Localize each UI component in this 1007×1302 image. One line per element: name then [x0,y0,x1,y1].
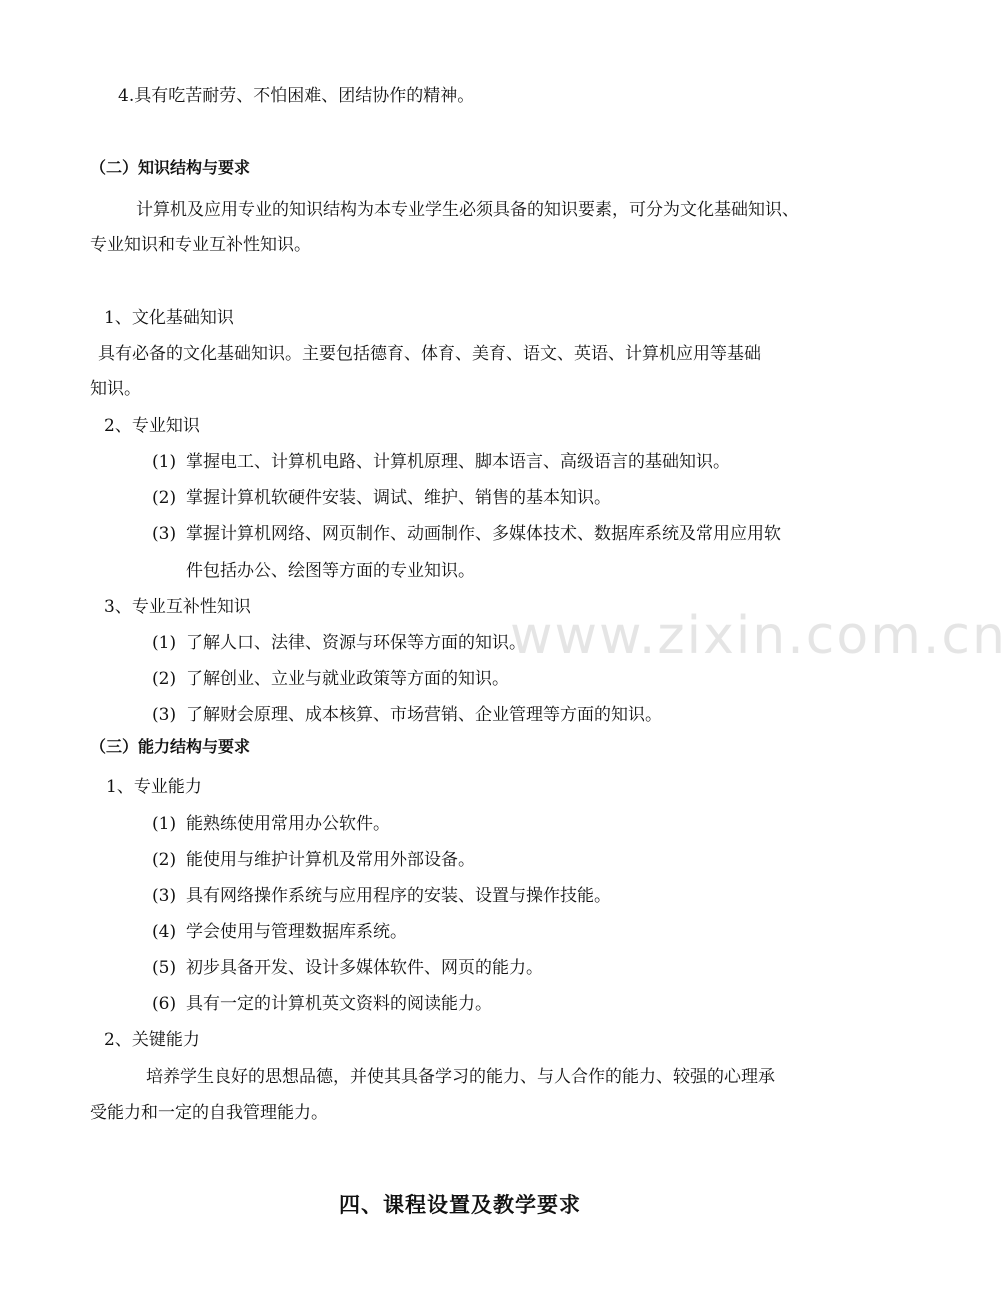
list-item-number: (2) [152,850,177,870]
list-item-continuation: 件包括办公、绘图等方面的专业知识。 [186,561,475,581]
list-item-text: 初步具备开发、设计多媒体软件、网页的能力。 [186,958,543,978]
list-item-number: (6) [152,994,177,1014]
list-item-number: (2) [152,669,177,689]
list-item-text: 能使用与维护计算机及常用外部设备。 [186,850,475,870]
list-item-number: (3) [152,705,177,725]
subsection-title: 2、关键能力 [104,1030,200,1050]
section-heading-ability: （三）能力结构与要求 [90,737,251,756]
subsection-title: 1、专业能力 [106,777,202,797]
watermark: www.zixin.com.cn [510,606,1007,666]
list-item-text: 了解创业、立业与就业政策等方面的知识。 [186,669,509,689]
list-item-number: (5) [152,958,177,978]
paragraph-line: 知识。 [90,379,141,399]
section-heading-knowledge: （二）知识结构与要求 [90,158,251,177]
list-item-number: (3) [152,524,177,544]
list-item-number: (4) [152,922,177,942]
paragraph-line: 具有必备的文化基础知识。主要包括德育、体育、美育、语文、英语、计算机应用等基础 [98,344,761,364]
list-item-number: (2) [152,488,177,508]
list-item-text: 掌握计算机网络、网页制作、动画制作、多媒体技术、数据库系统及常用应用软 [186,524,781,544]
list-item-text: 掌握计算机软硬件安装、调试、维护、销售的基本知识。 [186,488,611,508]
subsection-title: 3、专业互补性知识 [104,597,251,617]
subsection-title: 1、文化基础知识 [104,308,234,328]
list-item-number: (1) [152,452,177,472]
paragraph-line: 受能力和一定的自我管理能力。 [90,1103,328,1123]
list-item-number: (1) [152,633,177,653]
paragraph-line: 计算机及应用专业的知识结构为本专业学生必须具备的知识要素，可分为文化基础知识、 [136,200,799,220]
list-item-text: 学会使用与管理数据库系统。 [186,922,407,942]
list-item-number: (1) [152,814,177,834]
paragraph-line: 培养学生良好的思想品德，并使其具备学习的能力、与人合作的能力、较强的心理承 [146,1067,775,1087]
list-item-text: 了解人口、法律、资源与环保等方面的知识。 [186,633,526,653]
subsection-title: 2、专业知识 [104,416,200,436]
chapter-title: 四、课程设置及教学要求 [339,1192,581,1217]
intro-line: 4.具有吃苦耐劳、不怕困难、团结协作的精神。 [118,86,475,106]
list-item-number: (3) [152,886,177,906]
list-item-text: 具有网络操作系统与应用程序的安装、设置与操作技能。 [186,886,611,906]
paragraph-line: 专业知识和专业互补性知识。 [90,235,311,255]
list-item-text: 掌握电工、计算机电路、计算机原理、脚本语言、高级语言的基础知识。 [186,452,730,472]
list-item-text: 了解财会原理、成本核算、市场营销、企业管理等方面的知识。 [186,705,662,725]
list-item-text: 能熟练使用常用办公软件。 [186,814,390,834]
list-item-text: 具有一定的计算机英文资料的阅读能力。 [186,994,492,1014]
